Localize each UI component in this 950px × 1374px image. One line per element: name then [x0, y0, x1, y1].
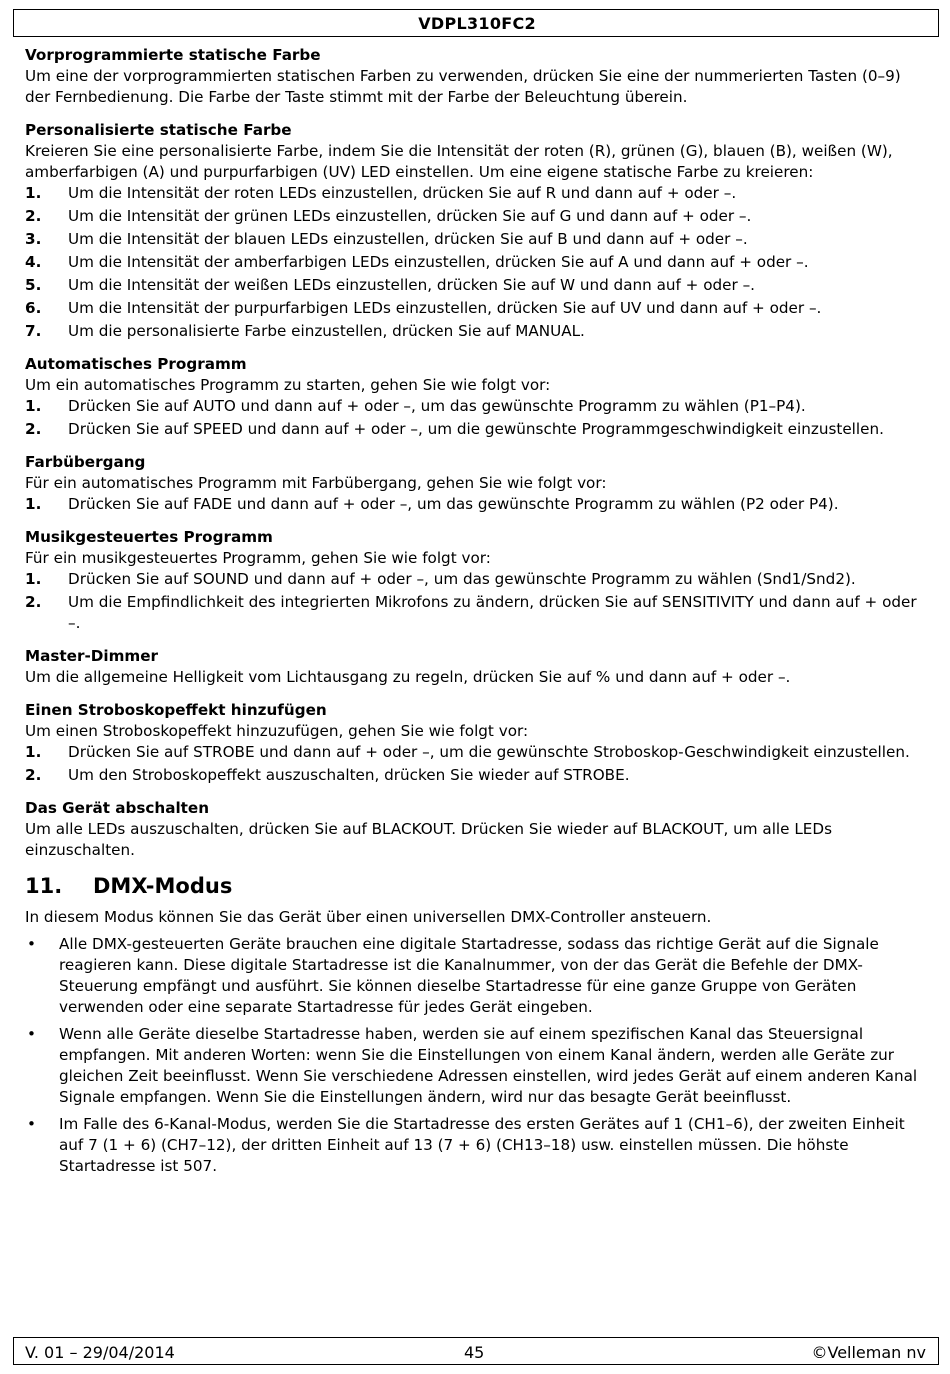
step-text: Um die Intensität der purpurfarbigen LEDs einzustellen, drücken Sie auf UV und dann auf + oder –. [68, 299, 822, 317]
step-number: 2. [25, 593, 42, 611]
section-title: Musikgesteuertes Programm [25, 528, 273, 546]
section-vorprogrammierte-farbe [25, 45, 930, 108]
page-header [13, 9, 939, 37]
step-list [25, 742, 930, 786]
step-number: 1. [25, 397, 42, 415]
step-list [25, 494, 930, 515]
step-number: 3. [25, 230, 42, 248]
page-number: 45 [464, 1343, 485, 1362]
step-item [25, 765, 930, 786]
step-number: 2. [25, 420, 42, 438]
document-title: VDPL310FC2 [418, 14, 536, 33]
step-item [25, 419, 930, 440]
step-item [25, 275, 930, 296]
step-item [25, 183, 930, 204]
chapter-title: DMX-Modus [93, 874, 233, 898]
section-intro: Um ein automatisches Programm zu starten, gehen Sie wie folgt vor: [25, 376, 551, 394]
step-item [25, 569, 930, 590]
step-text: Drücken Sie auf FADE und dann auf + oder –, um das gewünschte Programm zu wählen (P2 oder P4). [68, 495, 839, 513]
step-number: 2. [25, 766, 42, 784]
section-intro: Für ein automatisches Programm mit Farbübergang, gehen Sie wie folgt vor: [25, 474, 607, 492]
step-text: Um die Intensität der grünen LEDs einzustellen, drücken Sie auf G und dann auf + oder –. [68, 207, 752, 225]
footer-copyright: ©Velleman nv [811, 1343, 926, 1362]
section-title: Vorprogrammierte statische Farbe [25, 46, 321, 64]
section-title: Farbübergang [25, 453, 146, 471]
step-text: Um die Intensität der roten LEDs einzustellen, drücken Sie auf R und dann auf + oder –. [68, 184, 737, 202]
chapter-intro: In diesem Modus können Sie das Gerät über einen universellen DMX-Controller ansteuern. [25, 908, 712, 926]
bullet-item [25, 1024, 930, 1108]
step-number: 1. [25, 570, 42, 588]
chapter-heading [25, 873, 930, 899]
bullet-item [25, 934, 930, 1018]
step-text: Um die Intensität der amberfarbigen LEDs einzustellen, drücken Sie auf A und dann auf + oder –. [68, 253, 809, 271]
step-number: 7. [25, 322, 42, 340]
section-master-dimmer [25, 646, 930, 688]
section-intro: Um die allgemeine Helligkeit vom Lichtausgang zu regeln, drücken Sie auf % und dann auf + oder –. [25, 668, 791, 686]
section-personalisierte-farbe [25, 120, 930, 342]
step-item [25, 494, 930, 515]
step-item [25, 229, 930, 250]
section-intro: Kreieren Sie eine personalisierte Farbe, indem Sie die Intensität der roten (R), grünen (G), blauen (B), weißen (W), amberfarbigen (A) und purpurfarbigen (UV) LED einstellen. Um eine eigene statische Farbe zu kreieren: [25, 142, 893, 181]
section-automatisches-programm [25, 354, 930, 440]
step-text: Drücken Sie auf SPEED und dann auf + oder –, um die gewünschte Programmgeschwindigkeit einzustellen. [68, 420, 884, 438]
step-list [25, 569, 930, 634]
step-number: 2. [25, 207, 42, 225]
step-number: 4. [25, 253, 42, 271]
step-list [25, 396, 930, 440]
step-text: Um die Empfindlichkeit des integrierten Mikrofons zu ändern, drücken Sie auf SENSITIVITY und dann auf + oder –. [68, 593, 917, 632]
step-text: Drücken Sie auf SOUND und dann auf + oder –, um das gewünschte Programm zu wählen (Snd1/Snd2). [68, 570, 856, 588]
bullet-item [25, 1114, 930, 1177]
section-title: Automatisches Programm [25, 355, 247, 373]
step-item [25, 321, 930, 342]
step-item [25, 592, 930, 634]
step-list [25, 183, 930, 342]
step-text: Drücken Sie auf STROBE und dann auf + oder –, um die gewünschte Stroboskop-Geschwindigkeit einzustellen. [68, 743, 910, 761]
step-item [25, 396, 930, 417]
section-farbuebergang [25, 452, 930, 515]
step-number: 6. [25, 299, 42, 317]
section-title: Master-Dimmer [25, 647, 159, 665]
step-text: Um die Intensität der weißen LEDs einzustellen, drücken Sie auf W und dann auf + oder –. [68, 276, 756, 294]
step-text: Um die personalisierte Farbe einzustellen, drücken Sie auf MANUAL. [68, 322, 585, 340]
page-content [25, 45, 930, 1183]
step-text: Um die Intensität der blauen LEDs einzustellen, drücken Sie auf B und dann auf + oder –. [68, 230, 748, 248]
step-text: Drücken Sie auf AUTO und dann auf + oder –, um das gewünschte Programm zu wählen (P1–P4). [68, 397, 806, 415]
step-item [25, 252, 930, 273]
step-number: 1. [25, 495, 42, 513]
section-geraet-abschalten [25, 798, 930, 861]
bullet-icon: • [27, 1115, 36, 1133]
step-number: 1. [25, 743, 42, 761]
step-number: 5. [25, 276, 42, 294]
bullet-icon: • [27, 935, 36, 953]
bullet-text: Alle DMX-gesteuerten Geräte brauchen eine digitale Startadresse, sodass das richtige Gerät auf die Signale reagieren kann. Diese digitale Startadresse ist die Kanalnummer, von der das Gerät die Befehle der DMX-Steuerung empfängt und ausführt. Sie können dieselbe Startadresse für eine ganze Gruppe von Geräten verwenden oder eine separate Startadresse für jedes Gerät eingeben. [59, 935, 879, 1016]
section-stroboskopeffekt [25, 700, 930, 786]
footer-version: V. 01 – 29/04/2014 [25, 1343, 175, 1362]
chapter-number: 11. [25, 874, 63, 898]
step-text: Um den Stroboskopeffekt auszuschalten, drücken Sie wieder auf STROBE. [68, 766, 630, 784]
section-intro: Um alle LEDs auszuschalten, drücken Sie auf BLACKOUT. Drücken Sie wieder auf BLACKOUT, um alle LEDs einzuschalten. [25, 820, 832, 859]
section-title: Personalisierte statische Farbe [25, 121, 292, 139]
section-intro: Um einen Stroboskopeffekt hinzuzufügen, gehen Sie wie folgt vor: [25, 722, 529, 740]
step-item [25, 742, 930, 763]
section-musikgesteuertes-programm [25, 527, 930, 634]
bullet-list [25, 934, 930, 1177]
bullet-icon: • [27, 1025, 36, 1043]
step-item [25, 298, 930, 319]
section-title: Einen Stroboskopeffekt hinzufügen [25, 701, 327, 719]
page-footer [13, 1337, 939, 1365]
section-intro: Um eine der vorprogrammierten statischen Farben zu verwenden, drücken Sie eine der nummerierten Tasten (0–9) der Fernbedienung. Die Farbe der Taste stimmt mit der Farbe der Beleuchtung überein. [25, 67, 901, 106]
step-item [25, 206, 930, 227]
section-title: Das Gerät abschalten [25, 799, 210, 817]
section-intro: Für ein musikgesteuertes Programm, gehen Sie wie folgt vor: [25, 549, 491, 567]
step-number: 1. [25, 184, 42, 202]
bullet-text: Im Falle des 6-Kanal-Modus, werden Sie die Startadresse des ersten Gerätes auf 1 (CH1–6), der zweiten Einheit auf 7 (1 + 6) (CH7–12), der dritten Einheit auf 13 (7 + 6) (CH13–18) usw. einstellen müssen. Die höhste Startadresse ist 507. [59, 1115, 905, 1175]
bullet-text: Wenn alle Geräte dieselbe Startadresse haben, werden sie auf einem spezifischen Kanal das Steuersignal empfangen. Mit anderen Worten: wenn Sie die Einstellungen von einem Kanal ändern, werden alle Geräte zur gleichen Zeit beeinflusst. Wenn Sie verschiedene Adressen einstellen, wird jedes Gerät auf einem anderen Kanal Signale empfangen. Wenn Sie die Einstellungen ändern, wird nur das besagte Gerät beeinflusst. [59, 1025, 918, 1106]
